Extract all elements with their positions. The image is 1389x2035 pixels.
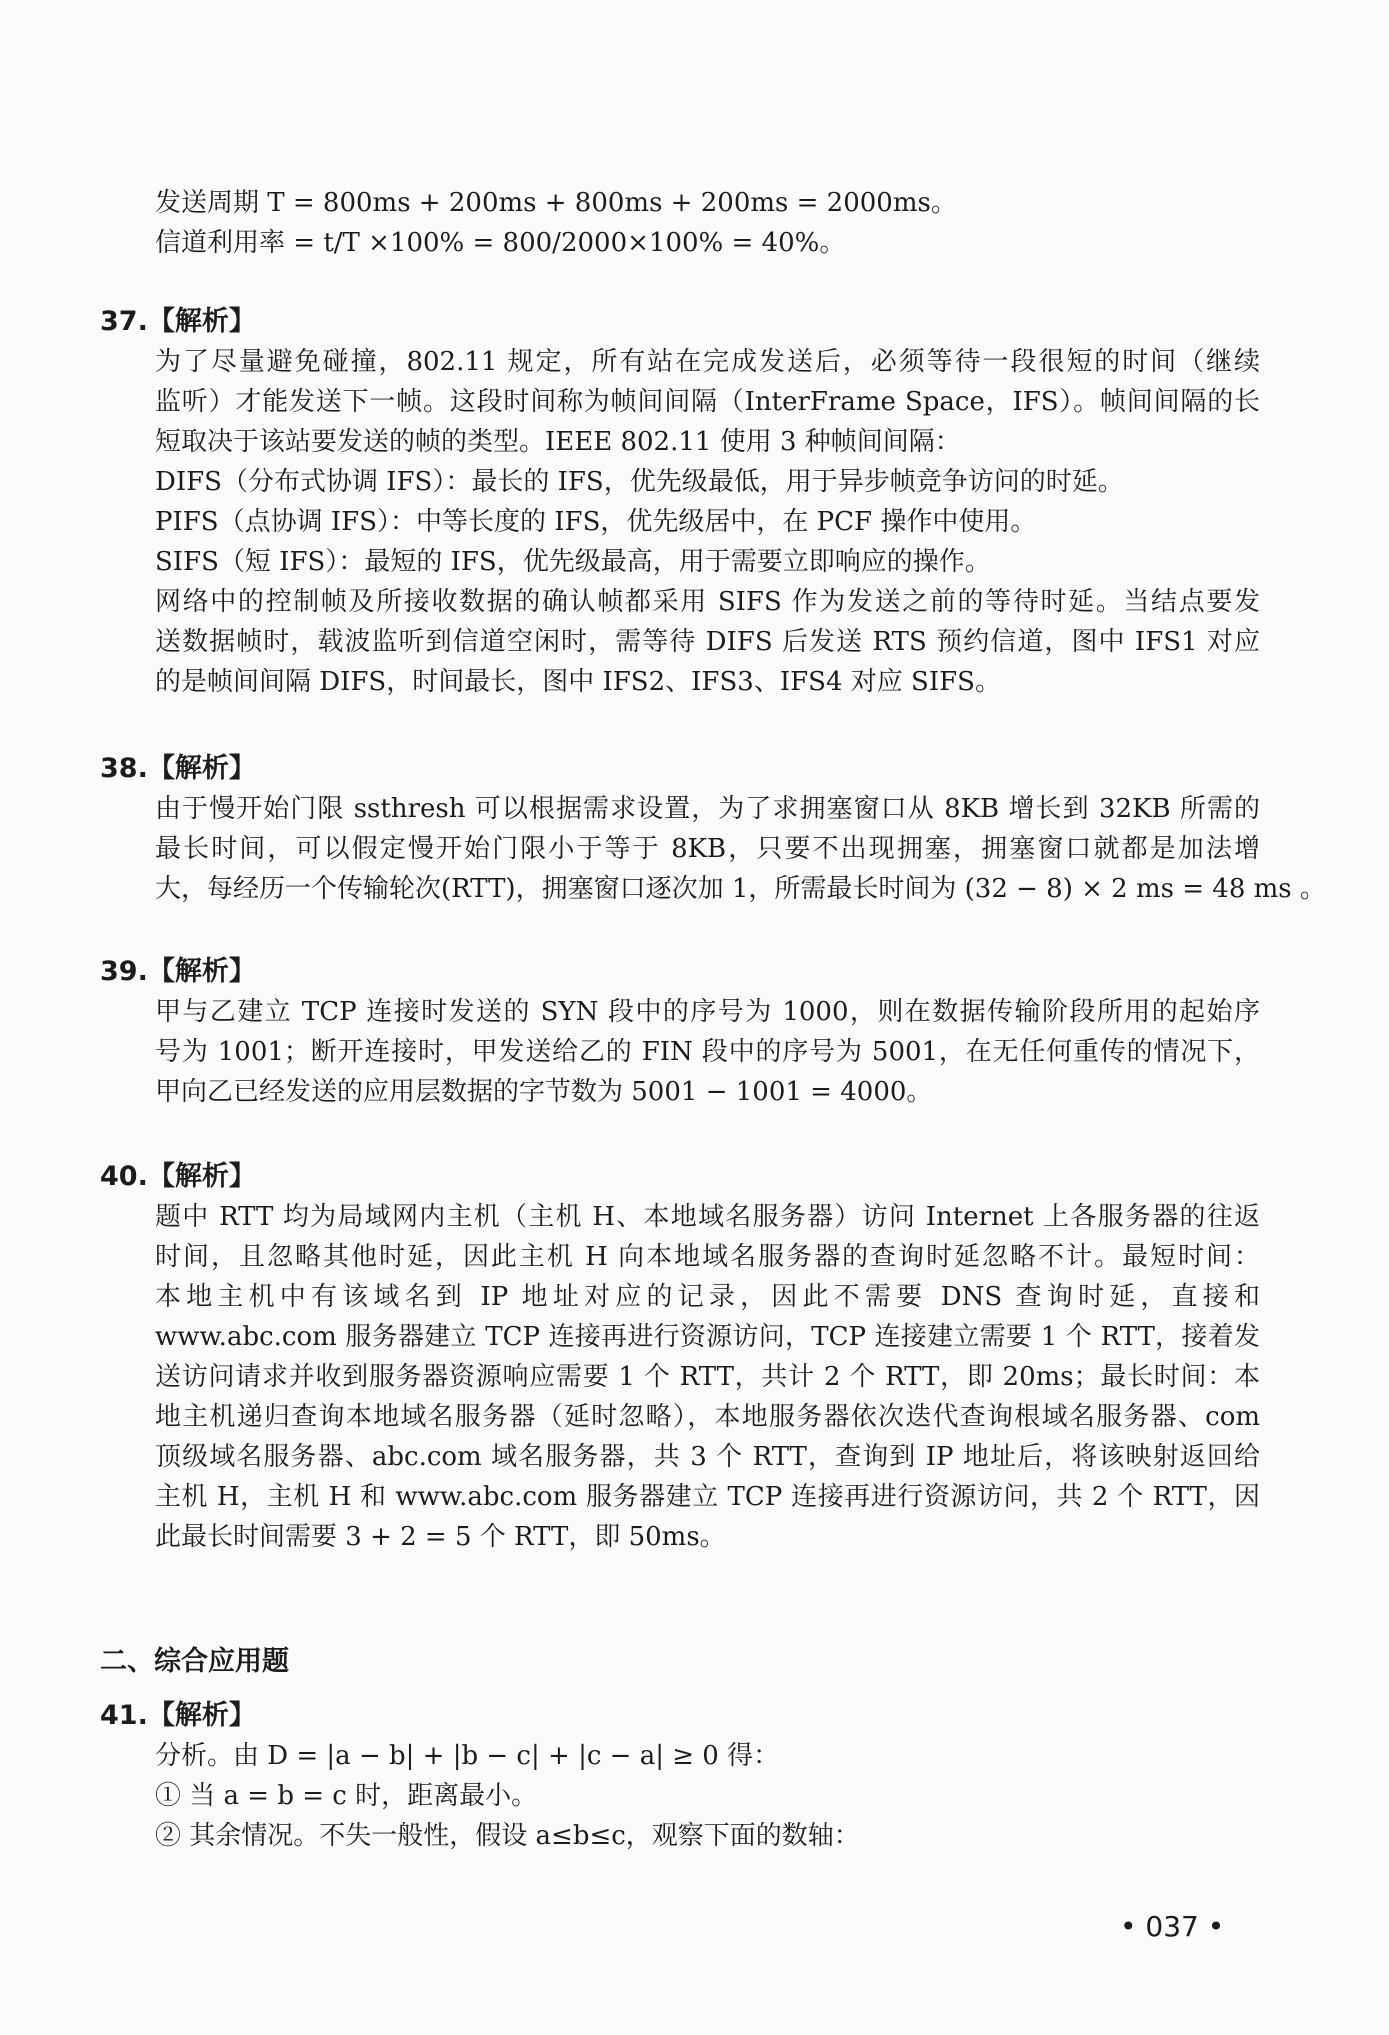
text-line: 网络中的控制帧及所接收数据的确认帧都采用 SIFS 作为发送之前的等待时延。当结点要发 [155,587,1260,617]
text-line: ① 当 a = b = c 时，距离最小。 [155,1781,538,1811]
answer-38 [100,749,1326,909]
text-line: 短取决于该站要发送的帧的类型。IEEE 802.11 使用 3 种帧间间隔： [155,427,961,457]
question-heading: 38.【解析】 [100,753,256,784]
text-line: 甲向乙已经发送的应用层数据的字节数为 5001 − 1001 = 4000。 [155,1077,933,1107]
text-line: PIFS（点协调 IFS）：中等长度的 IFS，优先级居中，在 PCF 操作中使用。 [155,507,1037,537]
text-line: 送数据帧时，载波监听到信道空闲时，需等待 DIFS 后发送 RTS 预约信道，图中 IFS1 对应 [155,627,1260,657]
answer-41 [100,1696,1260,1856]
text-line: DIFS（分布式协调 IFS）：最长的 IFS，优先级最低，用于异步帧竞争访问的时延。 [155,467,1124,497]
answer-37 [100,302,1260,702]
text-line: 的是帧间间隔 DIFS，时间最长，图中 IFS2、IFS3、IFS4 对应 SIFS。 [155,667,1001,697]
text-line: 时间，且忽略其他时延，因此主机 H 向本地域名服务器的查询时延忽略不计。最短时间： [155,1242,1260,1272]
answer-40 [100,1157,1260,1557]
text-line: 送访问请求并收到服务器资源响应需要 1 个 RTT，共计 2 个 RTT，即 20ms；最长时间：本 [155,1362,1260,1392]
text-line: 主机 H，主机 H 和 www.abc.com 服务器建立 TCP 连接再进行资源访问，共 2 个 RTT，因 [155,1482,1260,1512]
text-line: 最长时间，可以假定慢开始门限小于等于 8KB，只要不出现拥塞，拥塞窗口就都是加法增 [155,834,1260,864]
text-line: 甲与乙建立 TCP 连接时发送的 SYN 段中的序号为 1000，则在数据传输阶段所用的起始序 [155,997,1260,1027]
text-line: 题中 RTT 均为局域网内主机（主机 H、本地域名服务器）访问 Internet 上各服务器的往返 [155,1202,1260,1232]
text-line: 信道利用率 = t/T ×100% = 800/2000×100% = 40%。 [155,228,846,258]
text-line: www.abc.com 服务器建立 TCP 连接再进行资源访问，TCP 连接建立需要 1 个 RTT，接着发 [155,1322,1260,1352]
text-line: 分析。由 D = |a − b| + |b − c| + |c − a| ≥ 0 得： [155,1741,780,1771]
text-line: 本地主机中有该域名到 IP 地址对应的记录，因此不需要 DNS 查询时延，直接和 [155,1282,1260,1312]
text-line: 此最长时间需要 3 + 2 = 5 个 RTT，即 50ms。 [155,1522,726,1552]
answer-39 [100,952,1260,1112]
text-line: 由于慢开始门限 ssthresh 可以根据需求设置，为了求拥塞窗口从 8KB 增长到 32KB 所需的 [155,794,1260,824]
page-number: • 037 • [1120,1910,1225,1943]
text-line: 号为 1001；断开连接时，甲发送给乙的 FIN 段中的序号为 5001，在无任何重传的情况下， [155,1037,1260,1067]
section-2 [100,1642,1260,1682]
question-heading: 39.【解析】 [100,956,256,987]
section-title: 二、综合应用题 [100,1646,289,1677]
text-line: 地主机递归查询本地域名服务器（延时忽略），本地服务器依次迭代查询根域名服务器、com [155,1402,1260,1432]
question-heading: 37.【解析】 [100,306,256,337]
text-line: 发送周期 T = 800ms + 200ms + 800ms + 200ms = 2000ms。 [155,188,957,218]
text-line: ② 其余情况。不失一般性，假设 a≤b≤c，观察下面的数轴： [155,1821,860,1851]
text-line: 大，每经历一个传输轮次(RTT)，拥塞窗口逐次加 1，所需最长时间为 (32 − 8) × 2 ms = 48 ms 。 [155,874,1326,904]
question-heading: 41.【解析】 [100,1700,256,1731]
text-line: 顶级域名服务器、abc.com 域名服务器，共 3 个 RTT，查询到 IP 地址后，将该映射返回给 [155,1442,1260,1472]
text-line: SIFS（短 IFS）：最短的 IFS，优先级最高，用于需要立即响应的操作。 [155,547,991,577]
top-paragraph [100,183,1260,263]
text-line: 监听）才能发送下一帧。这段时间称为帧间间隔（InterFrame Space，IFS）。帧间间隔的长 [155,387,1260,417]
question-heading: 40.【解析】 [100,1161,256,1192]
text-line: 为了尽量避免碰撞，802.11 规定，所有站在完成发送后，必须等待一段很短的时间（继续 [155,347,1260,377]
